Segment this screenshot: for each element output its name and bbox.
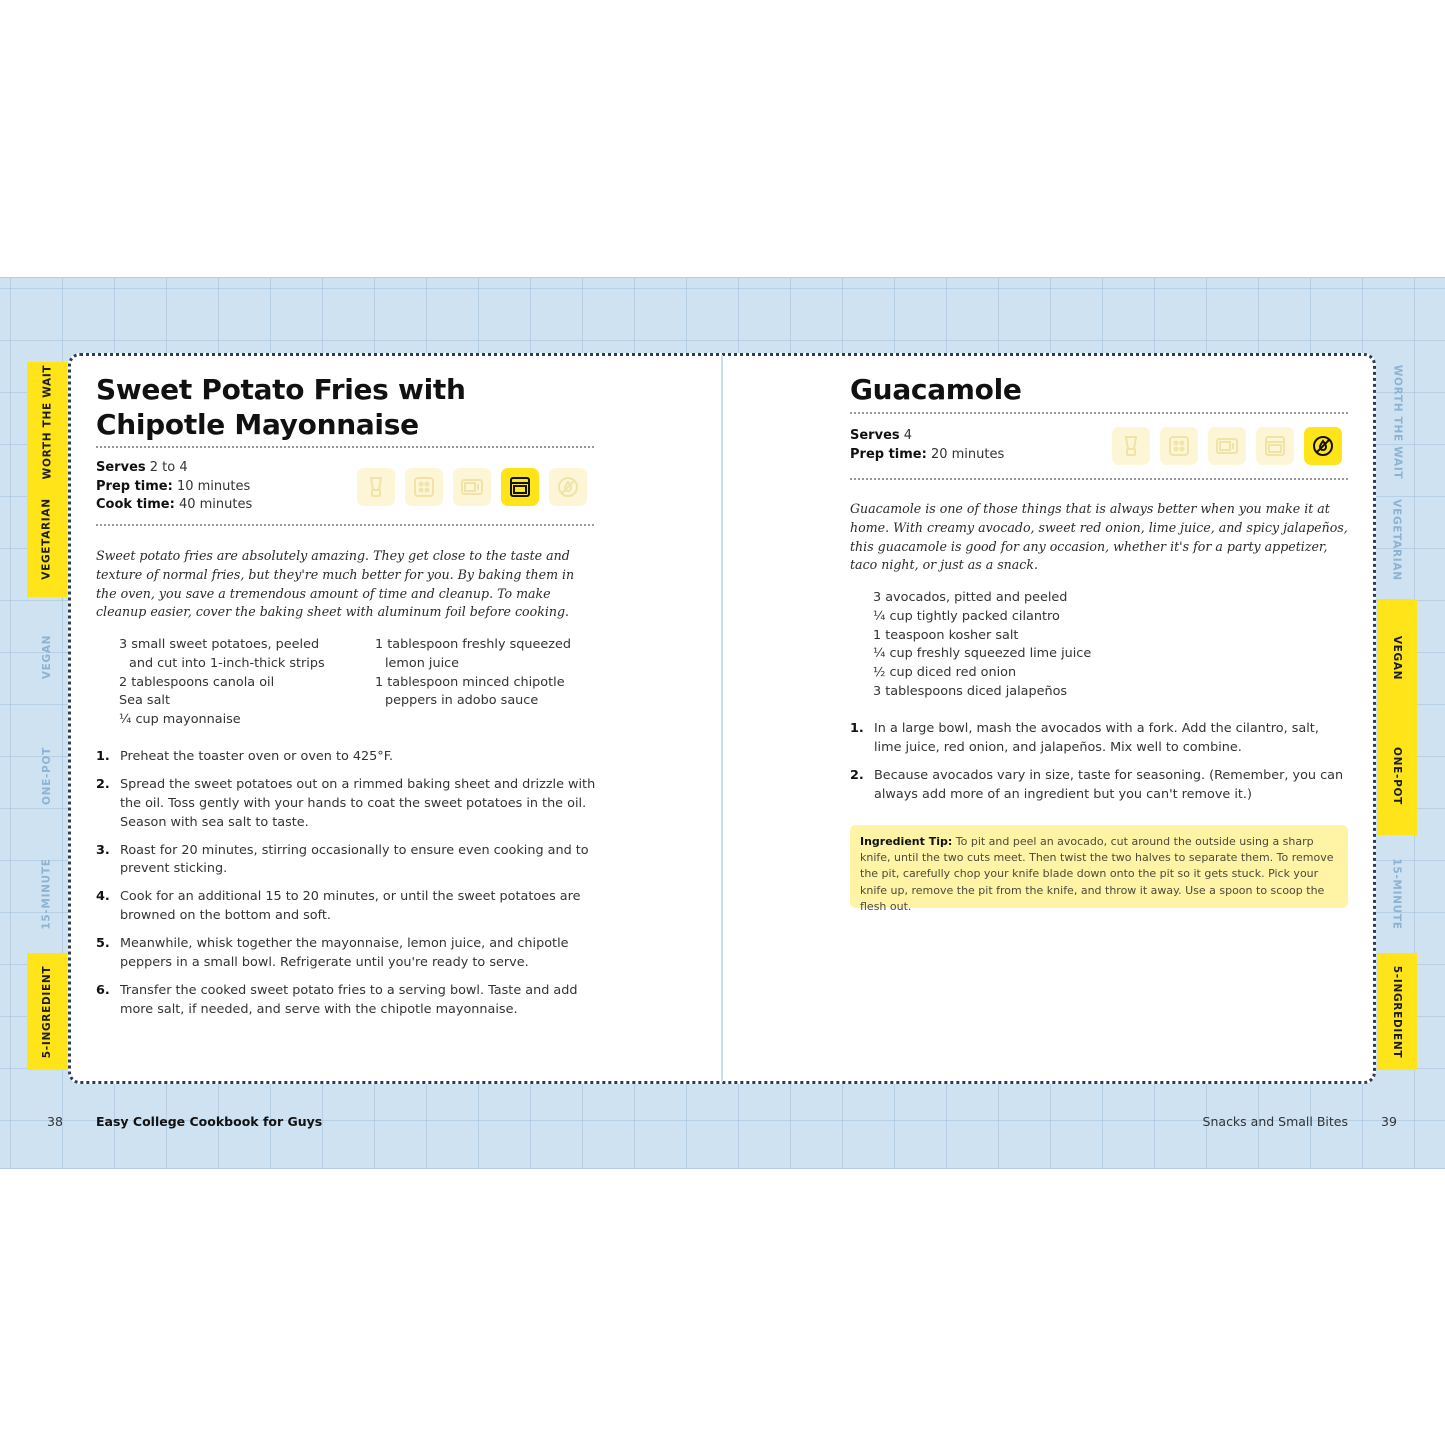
tab-vegetarian-right[interactable]: VEGETARIAN: [1391, 499, 1404, 581]
step-item: 5. Meanwhile, whisk together the mayonnaise, lemon juice, and chipotle peppers in a small bowl. Refrigerate until you're ready to serve.: [96, 936, 569, 970]
page-gutter-divider: [721, 355, 723, 1082]
tip-label: Ingredient Tip:: [860, 835, 953, 848]
divider: [96, 446, 594, 448]
step-item: 3. Roast for 20 minutes, stirring occasionally to ensure even cooking and to prevent sticking.: [96, 842, 589, 877]
ingredient-item: 2 tablespoons canola oil: [119, 674, 275, 690]
step-item: 1. In a large bowl, mash the avocados with a fork. Add the cilantro, salt, lime juice, red onion, and jalapeños. Mix well to combine.: [850, 721, 1319, 755]
microwave-icon: [1208, 427, 1246, 465]
divider: [96, 524, 594, 526]
tab-vegan-left[interactable]: VEGAN: [41, 634, 53, 680]
divider: [850, 478, 1348, 480]
ingredient-item: 3 avocados, pitted and peeled: [873, 590, 1068, 605]
book-title-footer: Easy College Cookbook for Guys: [96, 1114, 323, 1129]
page-number-left: 38: [47, 1114, 63, 1129]
oven-icon: [501, 468, 539, 506]
ingredient-item: 1 tablespoon freshly squeezed lemon juice: [375, 637, 571, 671]
tab-worth-the-wait-left[interactable]: WORTH THE WAIT: [27, 362, 67, 481]
tab-one-pot-left[interactable]: ONE-POT: [41, 747, 53, 805]
steps-list: [96, 748, 596, 1029]
ingredients-column-1: [119, 636, 347, 730]
ingredient-item: 1 tablespoon minced chipotle peppers in adobo sauce: [375, 674, 565, 709]
recipe-meta: Serves 2 to 4 Prep time: 10 minutes Cook time: 40 minutes: [96, 460, 253, 513]
recipe-title: Sweet Potato Fries with Chipotle Mayonnaise: [96, 373, 466, 441]
recipe-intro: Sweet potato fries are absolutely amazing. They get close to the taste and texture of normal fries, but they're much better for you. By baking them in the oven, you save a tremendous amount of time and cleanup. To make cleanup easier, cover the baking sheet with aluminum foil before cooking.: [96, 548, 575, 620]
microwave-icon: [453, 468, 491, 506]
ingredient-item: 3 tablespoons diced jalapeños: [873, 683, 1068, 699]
tab-vegan-right[interactable]: VEGAN: [1377, 599, 1417, 717]
ingredient-item: 1 teaspoon kosher salt: [873, 627, 1019, 643]
page-number-right: 39: [1381, 1114, 1397, 1129]
ingredient-item: Sea salt: [119, 693, 170, 709]
step-item: 6. Transfer the cooked sweet potato fries to a serving bowl. Taste and add more salt, if needed, and serve with the chipotle mayonnaise.: [96, 982, 578, 1017]
recipe-meta: Serves 4 Prep time: 20 minutes: [850, 428, 1005, 462]
blender-icon: [357, 468, 395, 506]
no-heat-icon: [1304, 427, 1342, 465]
step-item: 1. Preheat the toaster oven or oven to 425°F.: [96, 749, 394, 764]
tab-worth-the-wait-right[interactable]: WORTH THE WAIT: [1391, 364, 1403, 479]
ingredient-item: ¼ cup tightly packed cilantro: [873, 608, 1060, 624]
stovetop-icon: [1160, 427, 1198, 465]
blender-icon: [1112, 427, 1150, 465]
step-item: 4. Cook for an additional 15 to 20 minutes, or until the sweet potatoes are browned on the bottom and soft.: [96, 889, 581, 924]
no-heat-icon: [549, 468, 587, 506]
ingredient-item: ¼ cup mayonnaise: [119, 712, 241, 728]
recipe-title: Guacamole: [850, 373, 1022, 406]
ingredient-item: 3 small sweet potatoes, peeled and cut into 1-inch-thick strips: [119, 637, 325, 671]
ingredient-item: ½ cup diced red onion: [873, 665, 1017, 681]
oven-icon: [1256, 427, 1294, 465]
ingredients-column-2: [375, 636, 600, 711]
ingredient-tip-box: [850, 825, 1348, 913]
tab-15-minute-left[interactable]: 15-MINUTE: [41, 858, 53, 930]
tab-vegetarian-left[interactable]: VEGETARIAN: [27, 481, 67, 597]
tab-5-ingredient-right[interactable]: 5-INGREDIENT: [1377, 953, 1417, 1070]
tab-5-ingredient-left[interactable]: 5-INGREDIENT: [27, 953, 67, 1070]
stovetop-icon: [405, 468, 443, 506]
tab-one-pot-right[interactable]: ONE-POT: [1377, 717, 1417, 835]
ingredient-item: ¼ cup freshly squeezed lime juice: [873, 646, 1092, 662]
step-item: 2. Spread the sweet potatoes out on a rimmed baking sheet and drizzle with the oil. Toss gently with your hands to coat the sweet potatoes in the oil. Season with sea salt to taste.: [96, 776, 596, 830]
steps-list: [850, 720, 1350, 814]
appliance-icons: [1112, 427, 1342, 465]
tab-15-minute-right[interactable]: 15-MINUTE: [1391, 858, 1403, 930]
divider: [850, 412, 1348, 414]
tip-text: To pit and peel an avocado, cut around the outside using a sharp knife, until the two cuts meet. Then twist the two halves to separate them. To remove the pit, carefully chop your knife blade down onto the pit so it gets stuck. Pick your knife up, remove the pit from the knife, and throw it away. Use a spoon to scoop the flesh out.: [860, 835, 1334, 913]
step-item: 2. Because avocados vary in size, taste for seasoning. (Remember, you can always add more of an ingredient but you can't remove it.): [850, 767, 1344, 802]
section-title-footer: Snacks and Small Bites: [1202, 1114, 1348, 1129]
appliance-icons: [357, 468, 587, 506]
ingredients-list: [873, 589, 1173, 702]
recipe-intro: Guacamole is one of those things that is always better when you make it at home. With creamy avocado, sweet red onion, lime juice, and spicy jalapeños, this guacamole is good for any occasion, whether it's for a party appetizer, taco night, or just as a snack.: [850, 501, 1348, 573]
